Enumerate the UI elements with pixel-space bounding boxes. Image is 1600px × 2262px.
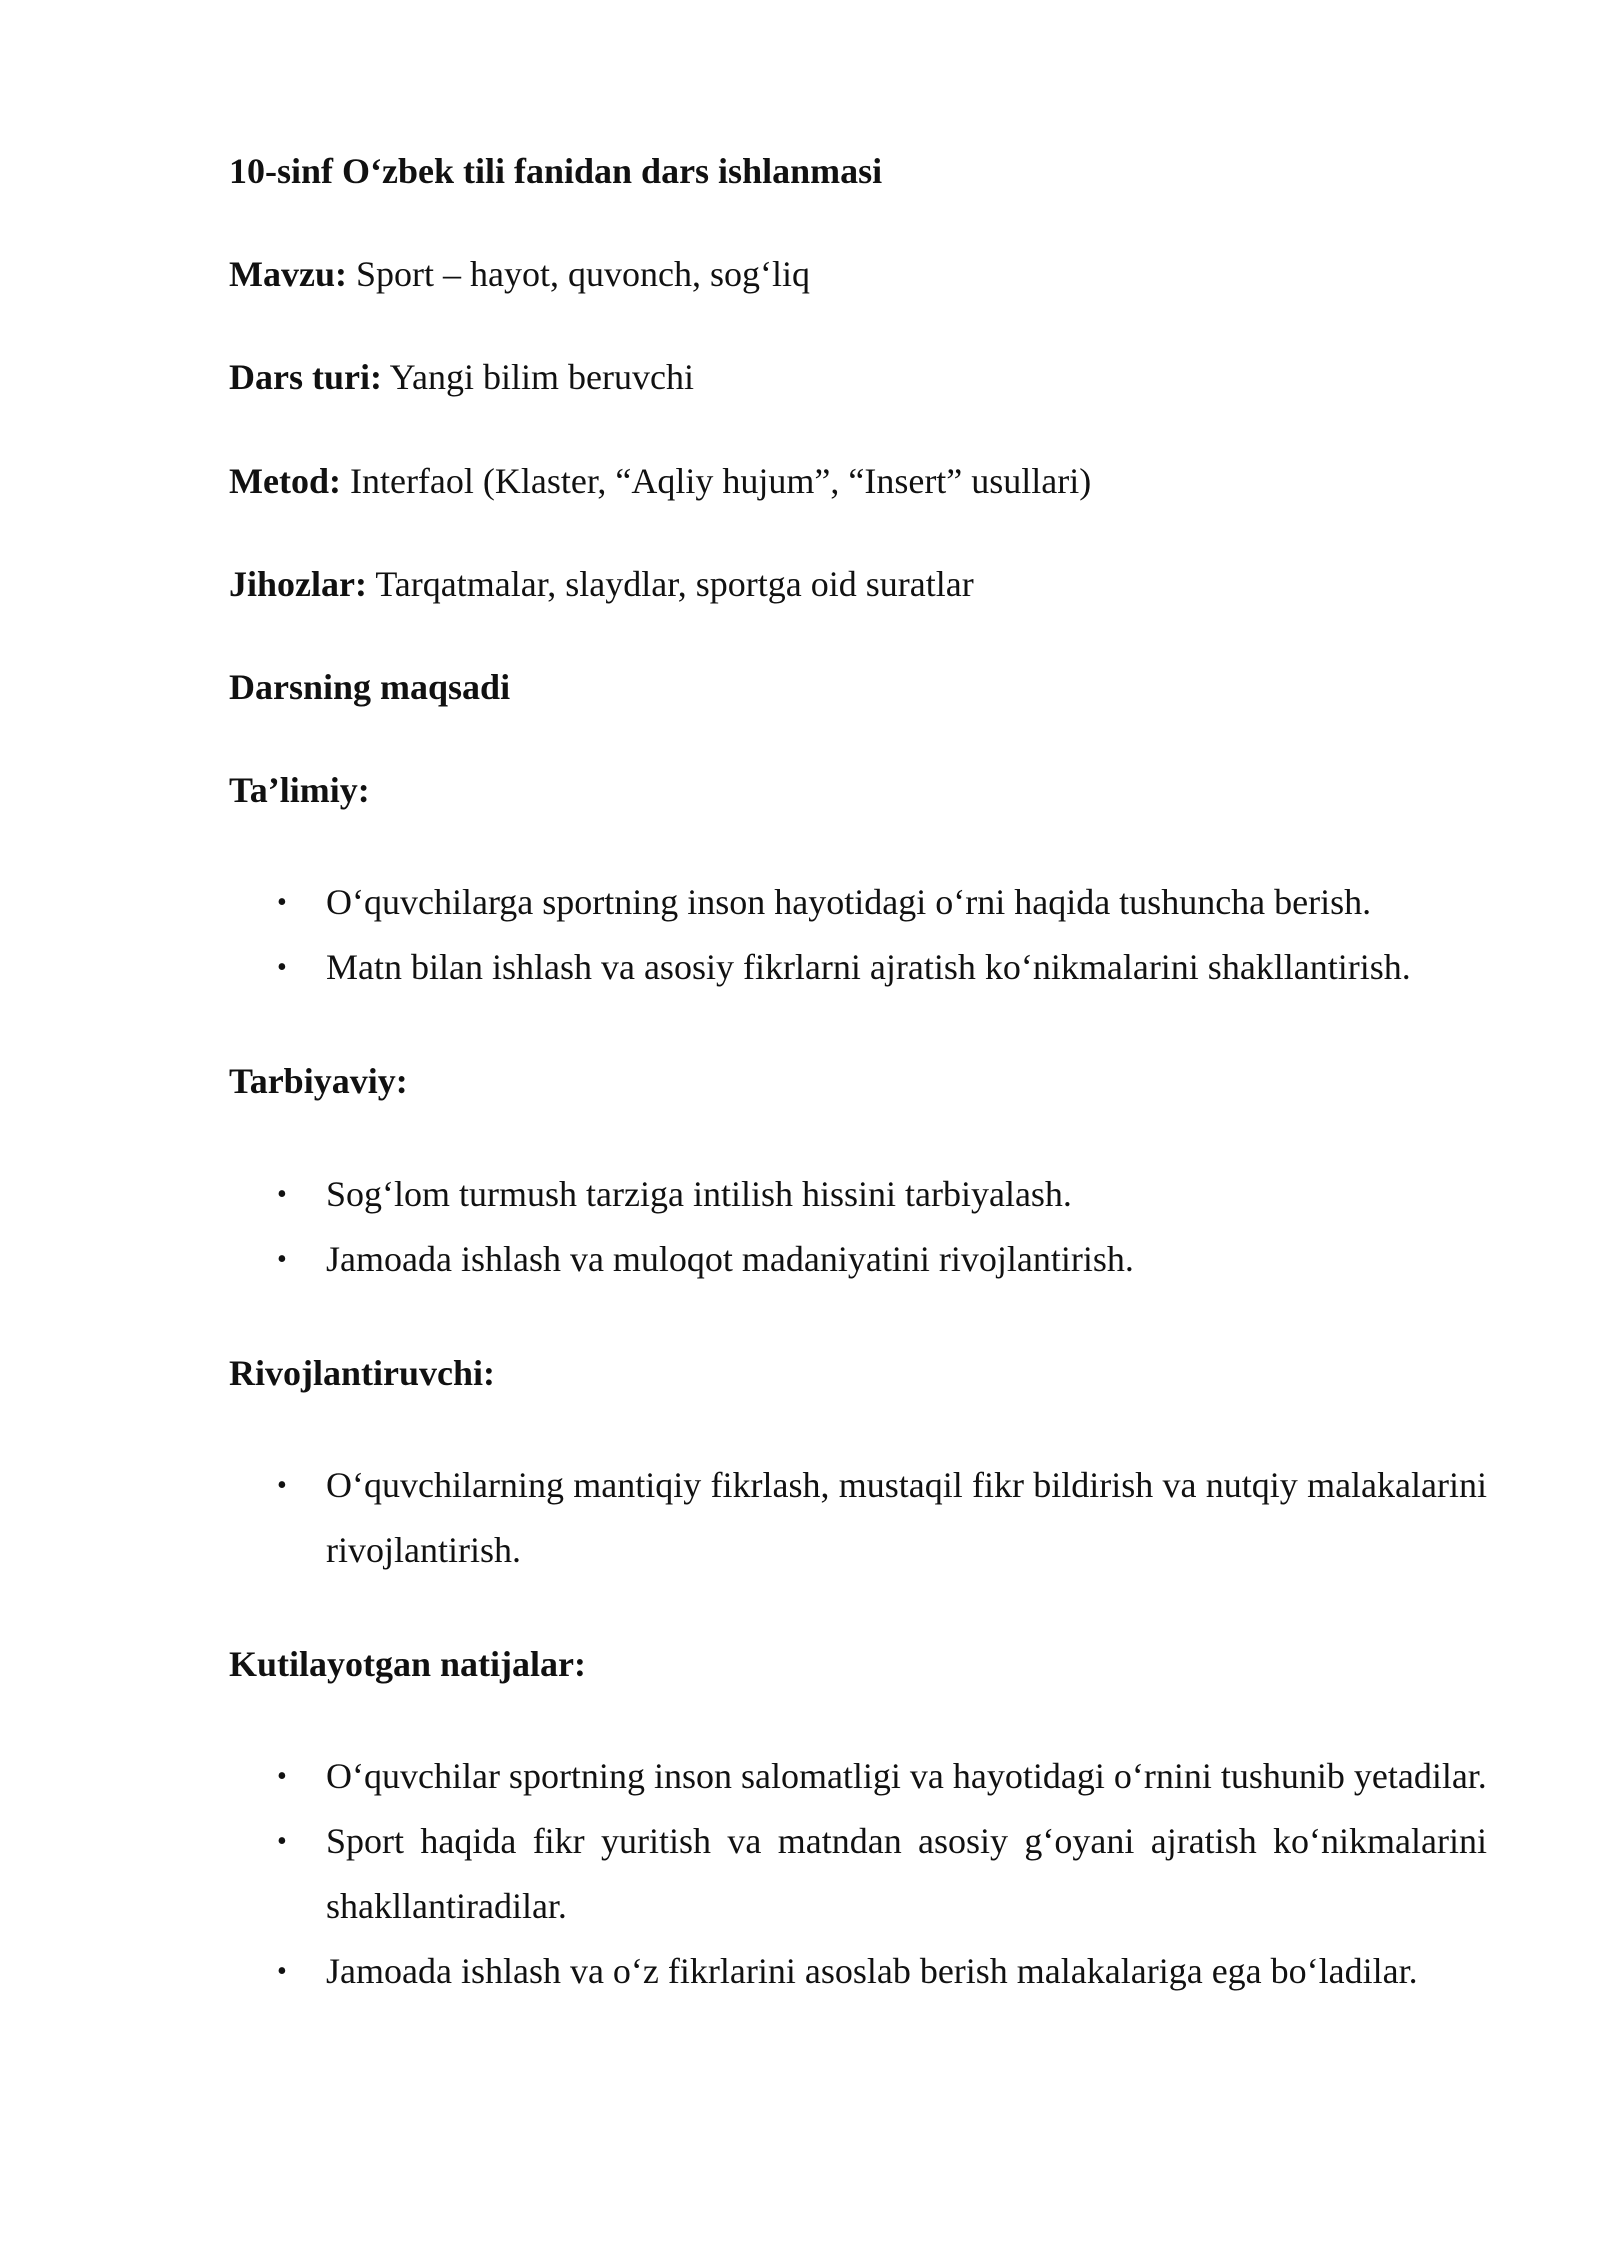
list-item-text: Matn bilan ishlash va asosiy fikrlarni ajratish ko‘nikmalarini shakllantirish. xyxy=(326,947,1411,988)
bullet-icon: • xyxy=(277,887,287,919)
section-heading-tarbiyaviy: Tarbiyaviy: xyxy=(229,1061,408,1102)
bullet-icon: • xyxy=(277,1469,287,1501)
list-item-text: O‘quvchilarning mantiqiy fikrlash, mustaqil fikr bildirish va nutqiy malakalarini rivojlantirish. xyxy=(326,1464,1487,1570)
bullet-icon: • xyxy=(277,1760,287,1792)
bullet-icon: • xyxy=(277,1243,287,1275)
list-item-text: Sog‘lom turmush tarziga intilish hissini tarbiyalash. xyxy=(326,1173,1072,1214)
list-item-text: O‘quvchilarga sportning inson hayotidagi o‘rni haqida tushuncha berish. xyxy=(326,882,1372,923)
goal-heading: Darsning maqsadi xyxy=(229,666,511,707)
list-item-text: Jamoada ishlash va o‘z fikrlarini asoslab berish malakalariga ega bo‘ladilar. xyxy=(326,1950,1418,1991)
field-metod xyxy=(229,460,1487,503)
list-item-text: Sport haqida fikr yuritish va matndan asosiy g‘oyani ajratish ko‘nikmalarini shakllantiradilar. xyxy=(326,1820,1487,1926)
bullet-icon: • xyxy=(277,1178,287,1210)
field-dars-turi xyxy=(229,356,1487,399)
bullet-icon: • xyxy=(277,952,287,984)
field-label: Mavzu: xyxy=(229,254,347,295)
field-value: Tarqatmalar, slaydlar, sportga oid suratlar xyxy=(366,563,974,604)
section-list-tarbiyaviy xyxy=(229,1162,1487,1292)
list-item-text: Jamoada ishlash va muloqot madaniyatini rivojlantirish. xyxy=(326,1238,1134,1279)
section-heading-kutilayotgan-natijalar: Kutilayotgan natijalar: xyxy=(229,1643,586,1684)
field-mavzu xyxy=(229,253,1487,296)
field-label: Dars turi: xyxy=(229,357,382,398)
list-item xyxy=(229,935,1487,1000)
field-value: Sport – hayot, quvonch, sog‘liq xyxy=(346,254,810,295)
section-heading-rivojlantiruvchi: Rivojlantiruvchi: xyxy=(229,1352,495,1393)
list-item xyxy=(229,1227,1487,1292)
list-item xyxy=(229,1744,1487,1809)
document-title: 10-sinf O‘zbek tili fanidan dars ishlanmasi xyxy=(229,151,883,191)
list-item xyxy=(229,1939,1487,2004)
section-list-rivojlantiruvchi xyxy=(229,1453,1487,1583)
document-content xyxy=(229,150,1487,2064)
bullet-icon: • xyxy=(277,1825,287,1857)
field-value: Interfaol (Klaster, “Aqliy hujum”, “Insert” usullari) xyxy=(340,460,1092,501)
list-item xyxy=(229,1162,1487,1227)
field-jihozlar xyxy=(229,563,1487,606)
field-value: Yangi bilim beruvchi xyxy=(381,357,694,398)
field-label: Metod: xyxy=(229,460,341,501)
section-list-talimiy xyxy=(229,870,1487,1000)
list-item xyxy=(229,1453,1487,1583)
list-item xyxy=(229,870,1487,935)
list-item xyxy=(229,1809,1487,1939)
section-list-kutilayotgan-natijalar xyxy=(229,1744,1487,2004)
field-label: Jihozlar: xyxy=(229,563,367,604)
section-heading-talimiy: Ta’limiy: xyxy=(229,770,370,811)
bullet-icon: • xyxy=(277,1955,287,1987)
list-item-text: O‘quvchilar sportning inson salomatligi va hayotidagi o‘rnini tushunib yetadilar. xyxy=(326,1755,1487,1796)
